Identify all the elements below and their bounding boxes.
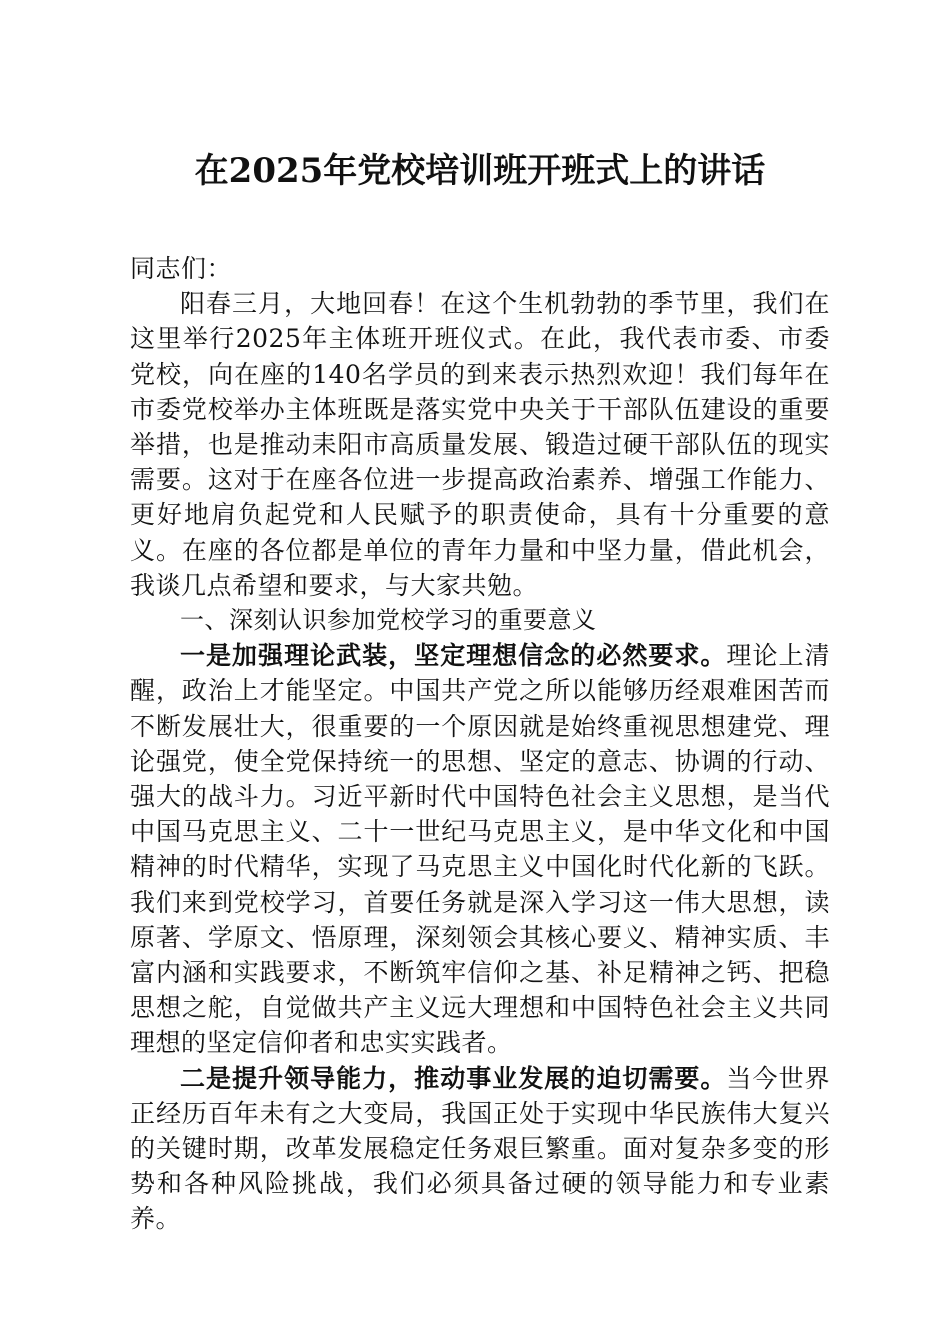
point-two-lead: 二是提升领导能力，推动事业发展的迫切需要。 <box>180 1063 727 1093</box>
section-heading: 一、深刻认识参加党校学习的重要意义 <box>180 606 597 635</box>
point-one-lead: 一是加强理论武装，坚定理想信念的必然要求。 <box>180 641 727 671</box>
document-body <box>130 251 830 1237</box>
opening-paragraph: 阳春三月，大地回春！在这个生机勃勃的季节里，我们在这里举行2025年主体班开班仪式。在此，我代表市委、市委党校，向在座的140名学员的到来表示热烈欢迎！我们每年在市委党校举办主体班既是落实党中央关于干部队伍建设的重要举措，也是推动耒阳市高质量发展、锻造过硬干部队伍的现实需要。这对于在座各位进一步提高政治素养、增强工作能力、更好地肩负起党和人民赋予的职责使命，具有十分重要的意义。在座的各位都是单位的青年力量和中坚力量，借此机会，我谈几点希望和要求，与大家共勉。 <box>130 289 830 600</box>
point-one-paragraph <box>130 638 830 1060</box>
salutation: 同志们： <box>130 254 233 283</box>
point-two-text: 当今世界正经历百年未有之大变局，我国正处于实现中华民族伟大复兴的关键时期，改革发展稳定任务艰巨繁重。面对复杂多变的形势和各种风险挑战，我们必须具备过硬的领导能力和专业素养。 <box>130 1063 830 1234</box>
document-title: 在2025年党校培训班开班式上的讲话 <box>194 151 766 191</box>
point-two-paragraph <box>130 1061 830 1237</box>
point-one-text: 理论上清醒，政治上才能坚定。中国共产党之所以能够历经艰难困苦而不断发展壮大，很重要的一个原因就是始终重视思想建党、理论强党，使全党保持统一的思想、坚定的意志、协调的行动、强大的战斗力。习近平新时代中国特色社会主义思想，是当代中国马克思主义、二十一世纪马克思主义，是中华文化和中国精神的时代精华，实现了马克思主义中国化时代化新的飞跃。我们来到党校学习，首要任务就是深入学习这一伟大思想，读原著、学原文、悟原理，深刻领会其核心要义、精神实质、丰富内涵和实践要求，不断筑牢信仰之基、补足精神之钙、把稳思想之舵，自觉做共产主义远大理想和中国特色社会主义共同理想的坚定信仰者和忠实实践者。 <box>130 641 830 1058</box>
